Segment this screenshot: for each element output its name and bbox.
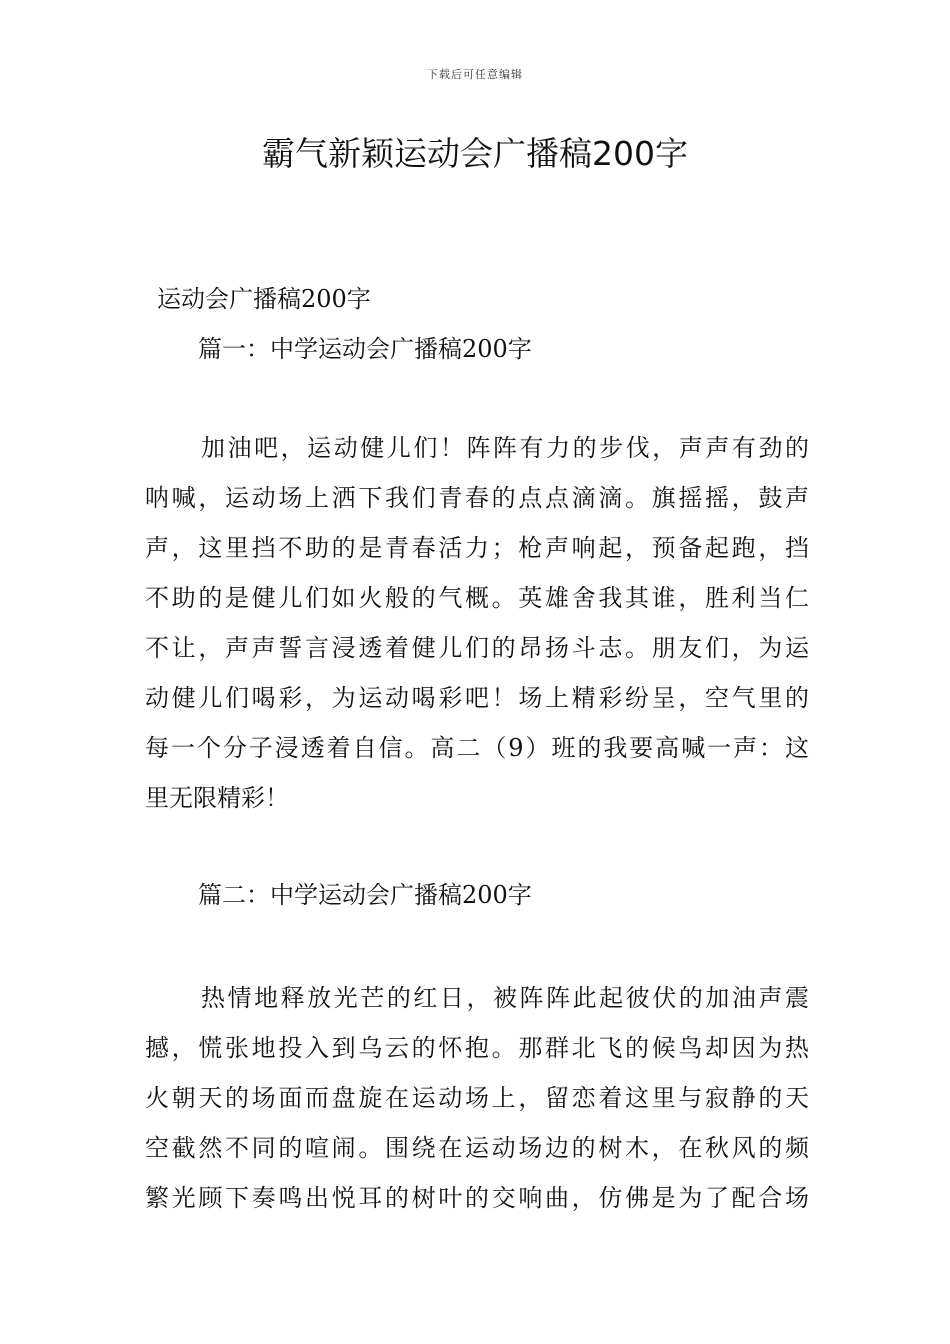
paragraph-line: 动健儿们喝彩，为运动喝彩吧！场上精彩纷呈，空气里的 bbox=[145, 684, 809, 712]
paragraph-line: 火朝天的场面而盘旋在运动场上，留恋着这里与寂静的天 bbox=[145, 1084, 809, 1112]
paragraph-line: 声，这里挡不助的是青春活力；枪声响起，预备起跑，挡 bbox=[145, 534, 809, 562]
paragraph-line: 里无限精彩！ bbox=[145, 784, 289, 812]
paragraph-line: 加油吧，运动健儿们！阵阵有力的步伐，声声有劲的 bbox=[201, 434, 809, 462]
section-1-heading: 篇一：中学运动会广播稿200字 bbox=[198, 335, 532, 363]
section-1-paragraph bbox=[145, 430, 809, 830]
paragraph-line: 繁光顾下奏鸣出悦耳的树叶的交响曲，仿佛是为了配合场 bbox=[145, 1184, 809, 1212]
paragraph-line: 每一个分子浸透着自信。高二（9）班的我要高喊一声：这 bbox=[145, 734, 809, 762]
paragraph-line: 不让，声声誓言浸透着健儿们的昂扬斗志。朋友们，为运 bbox=[145, 634, 809, 662]
document-title: 霸气新颖运动会广播稿200字 bbox=[262, 134, 688, 173]
paragraph-line: 热情地释放光芒的红日，被阵阵此起彼伏的加油声震 bbox=[201, 984, 809, 1012]
header-note: 下载后可任意编辑 bbox=[427, 68, 523, 81]
paragraph-line: 空截然不同的喧闹。围绕在运动场边的树木，在秋风的频 bbox=[145, 1134, 809, 1162]
paragraph-line: 呐喊，运动场上洒下我们青春的点点滴滴。旗摇摇，鼓声 bbox=[145, 484, 809, 512]
subtitle: 运动会广播稿200字 bbox=[157, 285, 371, 313]
section-2-heading: 篇二：中学运动会广播稿200字 bbox=[198, 881, 532, 909]
section-2-paragraph bbox=[145, 980, 809, 1230]
paragraph-line: 撼，慌张地投入到乌云的怀抱。那群北飞的候鸟却因为热 bbox=[145, 1034, 809, 1062]
paragraph-line: 不助的是健儿们如火般的气概。英雄舍我其谁，胜利当仁 bbox=[145, 584, 809, 612]
